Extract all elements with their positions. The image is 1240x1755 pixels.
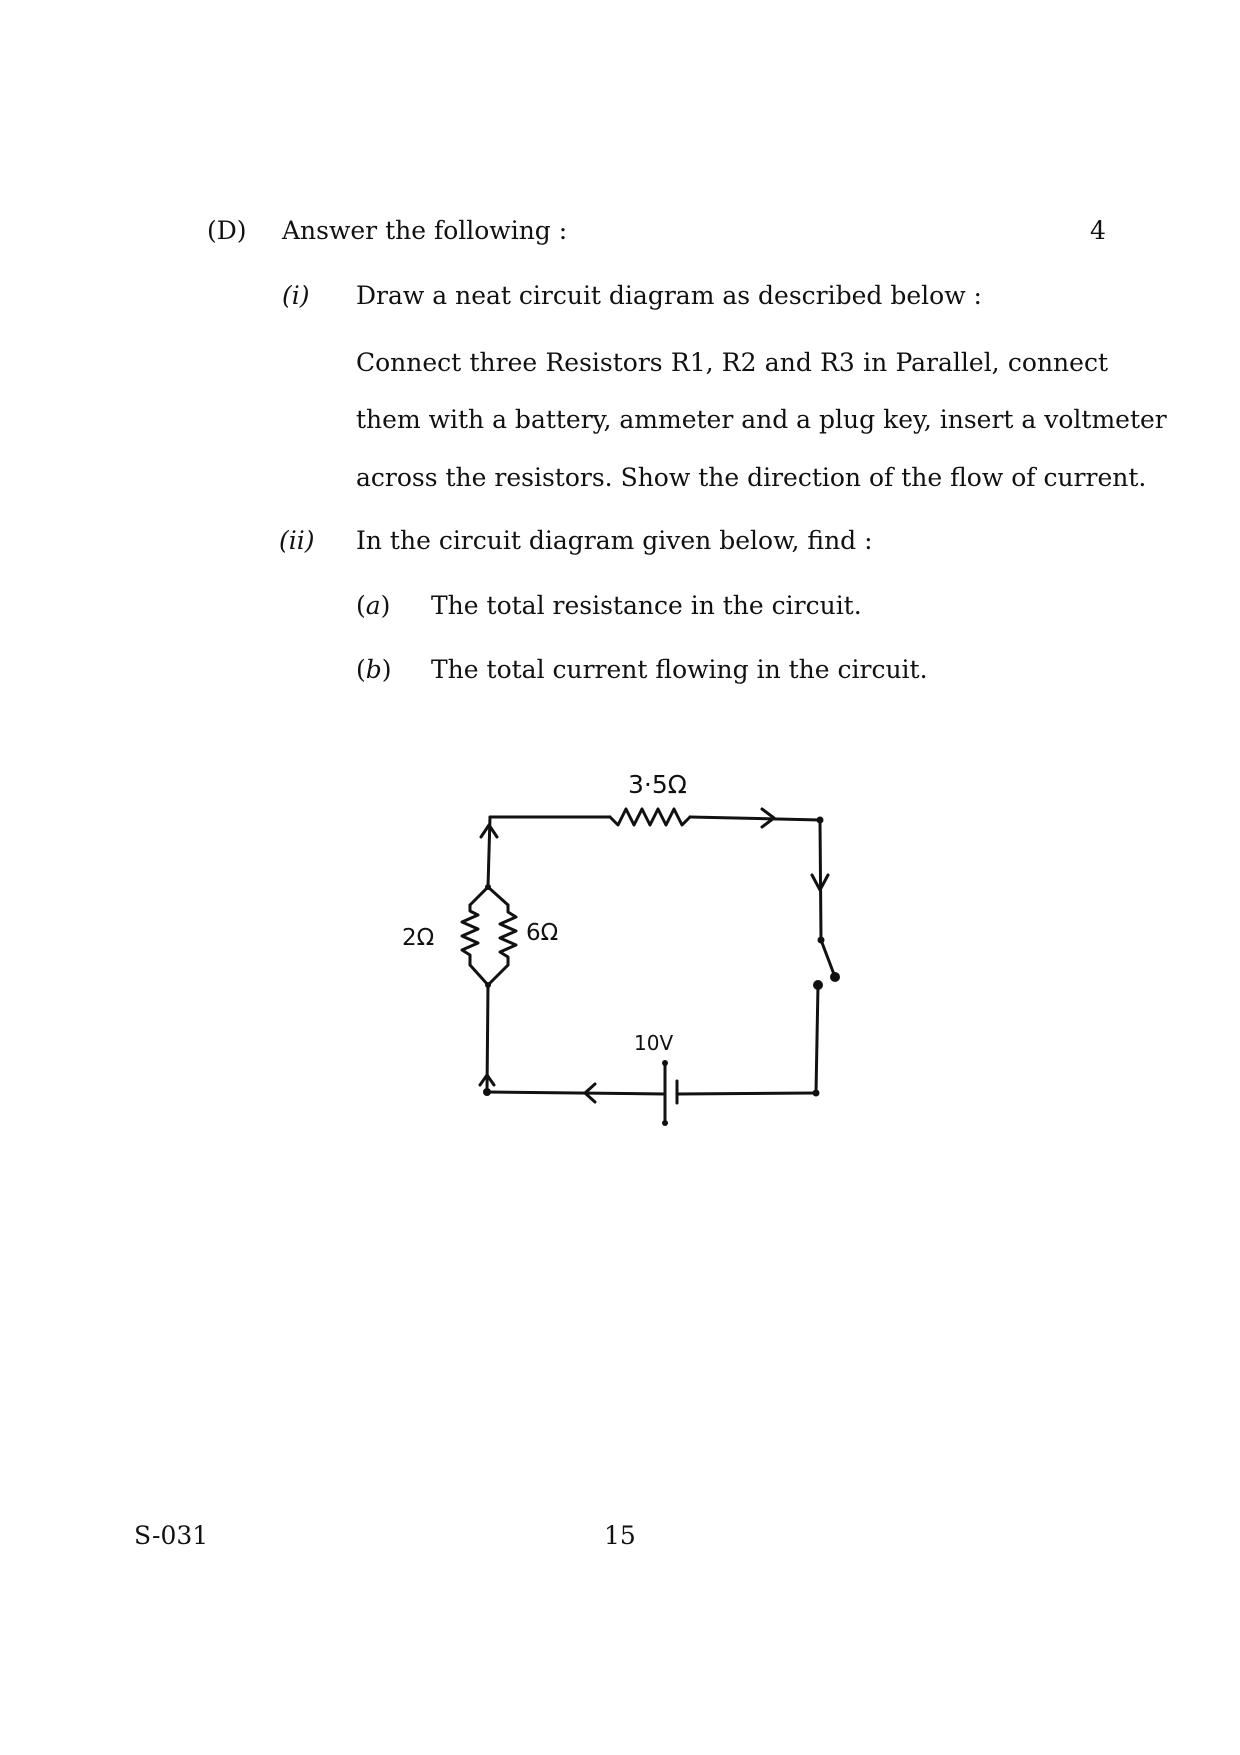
right-wire-lower (816, 985, 818, 1093)
parallel-resistor-right (500, 905, 516, 965)
bottom-wire-left (487, 1092, 665, 1094)
switch-contact-bottom (813, 980, 823, 990)
question-marks: 4 (1090, 216, 1106, 245)
switch-lever (821, 940, 835, 977)
question-title: Answer the following : (282, 216, 568, 245)
part-i-line-1: Connect three Resistors R1, R2 and R3 in Parallel, connect (356, 348, 1108, 377)
bottom-wire-right (677, 1093, 816, 1094)
junction-bottom-left (483, 1088, 491, 1096)
junction-top-right (817, 817, 824, 824)
junction-parallel-top (485, 884, 491, 890)
part-ii-item-b-marker: (b) (356, 655, 392, 684)
part-ii-item-a-marker: (a) (356, 591, 391, 620)
battery-terminal-top (662, 1060, 668, 1066)
part-ii-item-a-text: The total resistance in the circuit. (431, 591, 862, 620)
part-ii-item-b-text: The total current flowing in the circuit. (431, 655, 928, 684)
battery-terminal-bottom (662, 1120, 668, 1126)
part-i-line-2: them with a battery, ammeter and a plug key, insert a voltmeter (356, 405, 1167, 434)
junction-parallel-bottom (485, 982, 491, 988)
series-resistor-label: 3·5Ω (628, 770, 687, 799)
parallel-right-label: 6Ω (526, 920, 559, 946)
parallel-left-label: 2Ω (402, 925, 435, 951)
switch-contact-top (818, 937, 825, 944)
top-wire-right (690, 817, 820, 820)
junction-bottom-right (813, 1090, 820, 1097)
circuit-diagram (380, 745, 850, 1225)
part-i-marker: (i) (282, 281, 310, 310)
series-resistor (610, 809, 690, 825)
question-marker: (D) (207, 216, 247, 245)
footer-code: S-031 (134, 1521, 209, 1550)
item-b-letter: b (365, 655, 382, 684)
right-wire-upper (820, 820, 821, 940)
battery-label: 10V (634, 1031, 674, 1055)
part-i-line-3: across the resistors. Show the direction of the flow of current. (356, 463, 1147, 492)
parallel-resistor-left (462, 905, 478, 965)
part-i-prompt: Draw a neat circuit diagram as described below : (356, 281, 982, 310)
switch-contact-lever-end (830, 972, 840, 982)
item-a-letter: a (365, 591, 381, 620)
parallel-junction-bottom (470, 965, 508, 985)
part-ii-marker: (ii) (279, 526, 315, 555)
part-ii-prompt: In the circuit diagram given below, find : (356, 526, 873, 555)
page-number: 15 (604, 1521, 636, 1550)
